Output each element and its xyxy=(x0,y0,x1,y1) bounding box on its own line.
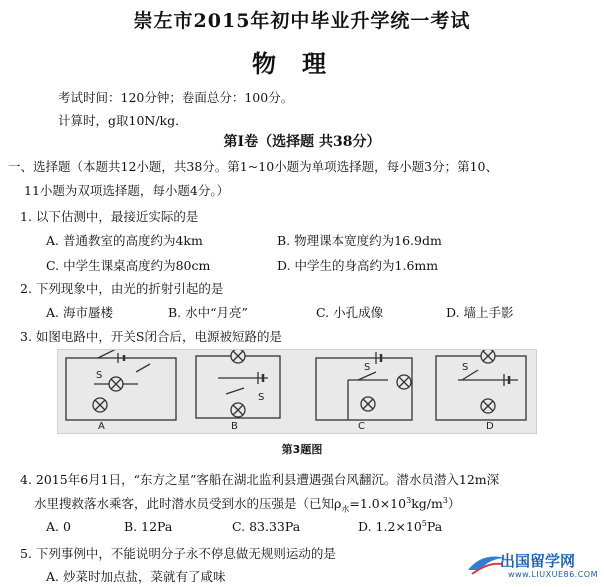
part1-heading: 第Ⅰ卷（选择题 共38分） xyxy=(223,134,381,150)
q4-stem-line2-part-b: =1.0×10 xyxy=(349,496,407,511)
q4-stem-line2-part-a: 水里搜救落水乘客，此时潜水员受到水的压强是（已知ρ xyxy=(34,496,342,511)
circuit-b xyxy=(196,350,280,418)
q4-option-c: C. 83.33Pa xyxy=(232,519,301,534)
q2-option-c: C. 小孔成像 xyxy=(316,305,384,320)
circuit-c-label: C xyxy=(358,421,365,432)
circuit-c-switch-label: S xyxy=(364,362,371,373)
q4-rho-subscript: 水 xyxy=(341,504,350,514)
circuit-a-switch-label: S xyxy=(96,370,103,381)
circuit-b-switch-label: S xyxy=(258,392,265,403)
circuit-diagrams-figure xyxy=(57,349,537,434)
circuit-a-label: A xyxy=(98,421,105,432)
circuit-a xyxy=(66,350,176,420)
q4-stem-line2-part-d: ） xyxy=(447,496,461,511)
q4-stem-line1: 4. 2015年6月1日，“东方之星”客船在湖北监利县遭遇强台风翻沉。潜水员潜入12m深 xyxy=(20,472,500,487)
q4-exponent-1: 3 xyxy=(406,495,412,505)
q5-stem: 5. 下列事例中，不能说明分子永不停息做无规则运动的是 xyxy=(20,546,336,561)
circuit-d xyxy=(436,350,526,420)
q3-figure-caption: 第3题图 xyxy=(281,443,323,456)
q2-option-b: B. 水中“月亮” xyxy=(168,305,248,320)
q2-option-a: A. 海市蜃楼 xyxy=(46,305,113,320)
q4-stem-line2-part-c: kg/m xyxy=(411,496,443,511)
circuit-d-label: D xyxy=(486,421,494,432)
subject-title: 物理 xyxy=(252,49,352,78)
exam-time-info: 考试时间：120分钟；卷面总分：100分。 xyxy=(58,90,294,105)
section1-intro-line2: 11小题为双项选择题，每小题4分。） xyxy=(24,183,230,198)
circuit-d-switch-label: S xyxy=(462,362,469,373)
q1-option-b: B. 物理课本宽度约为16.9dm xyxy=(277,233,442,248)
q1-option-d: D. 中学生的身高约为1.6mm xyxy=(277,258,439,273)
section1-intro-line1: 一、选择题（本题共12小题，共38分。第1~10小题为单项选择题，每小题3分；第10、 xyxy=(8,159,499,174)
q4-option-a: A. 0 xyxy=(46,519,71,534)
q4-exponent-2: 3 xyxy=(442,495,448,505)
q4-option-d xyxy=(358,519,442,534)
q2-stem: 2. 下列现象中，由光的折射引起的是 xyxy=(20,281,224,296)
q1-option-a: A. 普通教室的高度约为4km xyxy=(46,233,203,248)
q4-stem-line2 xyxy=(34,494,460,515)
q4-option-d-part-a: D. 1.2×10 xyxy=(358,519,422,535)
q2-option-d: D. 墙上手影 xyxy=(446,305,514,320)
watermark-url: www.LIUXUE86.COM xyxy=(508,570,599,579)
q4-option-d-part-b: Pa xyxy=(426,519,443,535)
q1-option-c: C. 中学生课桌高度约为80cm xyxy=(46,258,211,273)
circuit-b-label: B xyxy=(231,421,238,432)
watermark-brand: 出国留学网 xyxy=(500,552,576,570)
exam-title: 崇左市2015年初中毕业升学统一考试 xyxy=(133,10,471,32)
q4-option-d-exponent: 5 xyxy=(421,519,427,528)
q4-option-b: B. 12Pa xyxy=(124,519,173,534)
q3-stem: 3. 如图电路中，开关S闭合后，电源被短路的是 xyxy=(20,329,282,344)
q1-stem: 1. 以下估测中，最接近实际的是 xyxy=(20,209,199,224)
gravity-info: 计算时，g取10N/kg． xyxy=(58,113,188,128)
q5-option-a: A. 炒菜时加点盐，菜就有了咸味 xyxy=(46,569,226,584)
